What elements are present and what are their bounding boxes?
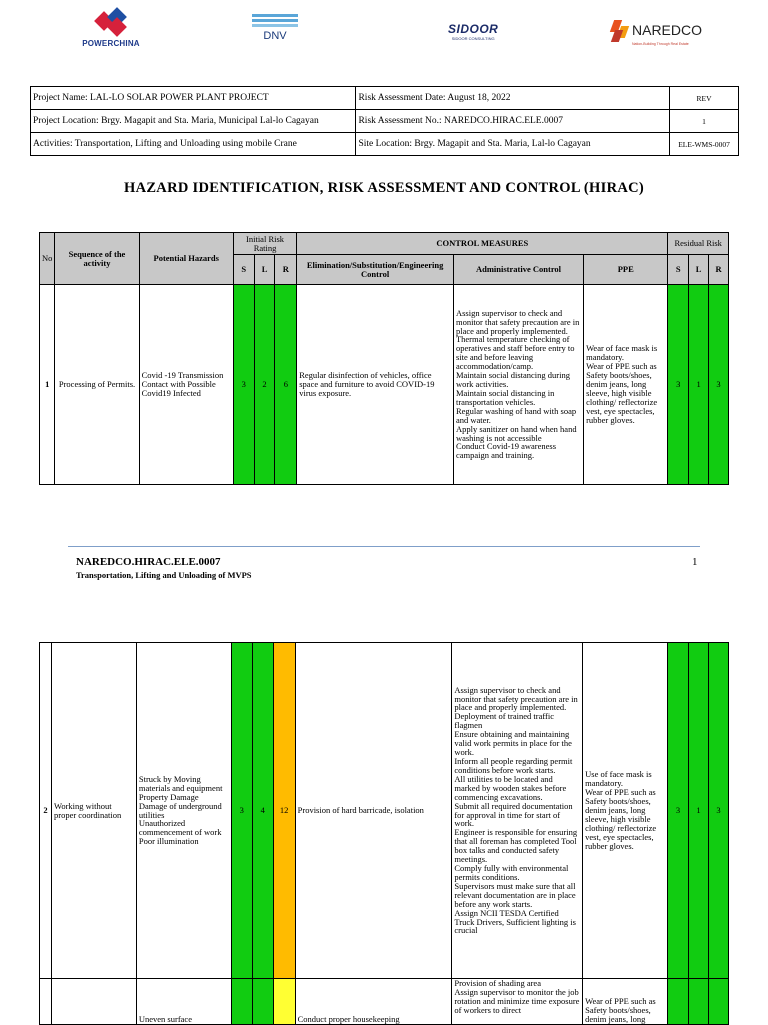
initial-r: 12: [273, 643, 295, 979]
page-title: HAZARD IDENTIFICATION, RISK ASSESSMENT AND CONTROL (HIRAC): [123, 180, 645, 196]
naredco-mark-icon: [610, 18, 628, 42]
dnv-logo: [252, 14, 298, 42]
naredco-logo-text: NAREDCO: [632, 22, 703, 38]
hazard-item: Property Damage: [138, 791, 199, 802]
admin-item: Thermal temperature checking of operatives and staff before entry to site and before leaving accommodation/camp.: [455, 334, 575, 372]
col-initial-risk: Initial Risk Rating: [233, 233, 296, 255]
admin-item: Supervisors must make sure that all relevant documentation are in place before any work starts.: [454, 880, 576, 909]
col-ppe: PPE: [584, 255, 668, 285]
activities: Activities: Transportation, Lifting and Unloading using mobile Crane: [31, 133, 356, 156]
col-residual-l: L: [689, 255, 709, 285]
col-elimination: Elimination/Substitution/Engineering Control: [297, 255, 454, 285]
admin-item: All utilities to be located and marked by wooden stakes before commencing excavations.: [454, 773, 567, 802]
row-elimination: Regular disinfection of vehicles, office space and furniture to avoid COVID-19 virus exposure.: [297, 285, 454, 485]
naredco-logo-subtext: Nation-Building Through Real Estate: [632, 42, 689, 46]
admin-item: Assign supervisor to check and monitor that safety precaution are in place and properly implemented.: [454, 684, 578, 713]
powerchina-logo-text: POWERCHINA: [82, 39, 140, 48]
assessment-date: Risk Assessment Date: August 18, 2022: [356, 87, 670, 110]
ppe-item: Wear of PPE such as Safety boots/shoes, denim jeans, long sleeve, high visible clothing/ reflectorize vest, eye spectacles, rubber gloves.: [585, 787, 657, 851]
row-administrative: [452, 979, 583, 1025]
hazard-item: Contact with Possible: [141, 379, 216, 390]
assessment-no: Risk Assessment No.: NAREDCO.HIRAC.ELE.0007: [356, 110, 670, 133]
col-control-measures: CONTROL MEASURES: [297, 233, 668, 255]
col-sequence: Sequence of the activity: [55, 233, 139, 285]
initial-l: [252, 979, 273, 1025]
admin-item: Maintain social distancing during work activities.: [455, 370, 570, 390]
col-s: S: [233, 255, 254, 285]
naredco-logo: [610, 18, 702, 46]
doc-code: ELE-WMS-0007: [670, 133, 739, 156]
footer-subtitle: Transportation, Lifting and Unloading of MVPS: [76, 570, 252, 580]
col-r: R: [275, 255, 297, 285]
col-residual-risk: Residual Risk: [668, 233, 729, 255]
table-row: [40, 979, 729, 1025]
powerchina-logo: [78, 8, 144, 48]
admin-item: Apply sanitizer on hand when hand washing is not accessible: [455, 423, 577, 443]
residual-l: [688, 979, 708, 1025]
residual-l: 1: [689, 285, 709, 485]
footer-doc-id: NAREDCO.HIRAC.ELE.0007: [76, 556, 221, 568]
admin-item: Deployment of trained traffic flagmen: [454, 711, 555, 731]
row-elimination: Conduct proper housekeeping: [295, 979, 452, 1025]
row-ppe: [583, 643, 668, 979]
hazard-item: Struck by Moving materials and equipment: [138, 773, 223, 793]
initial-r: [273, 979, 295, 1025]
project-name: Project Name: LAL-LO SOLAR POWER PLANT PROJECT: [31, 87, 356, 110]
row-number: 1: [40, 285, 55, 485]
admin-item: Ensure obtaining and maintaining valid work permits in place for the work.: [454, 729, 572, 758]
initial-l: 4: [252, 643, 273, 979]
row-ppe: [584, 285, 668, 485]
admin-item: Maintain social distancing in transportation vehicles.: [455, 387, 555, 407]
sidoor-logo-text: SIDOOR: [448, 22, 499, 36]
admin-item: Regular washing of hand with soap and water.: [455, 405, 577, 425]
col-administrative: Administrative Control: [453, 255, 583, 285]
row-hazards: [136, 643, 231, 979]
ppe-item: Wear of PPE such as Safety boots/shoes, denim jeans, long: [585, 996, 656, 1025]
hirac-table: [39, 232, 729, 485]
admin-item: Assign supervisor to monitor the job rotation and minimize time exposure of workers to direct: [454, 986, 580, 1015]
hazard-item: Covid -19 Transmission: [141, 370, 224, 381]
admin-item: Provision of shading area: [454, 978, 541, 988]
sidoor-logo: [448, 22, 498, 41]
residual-s: [668, 979, 689, 1025]
admin-item: Submit all required documentation for approval in time for start of work.: [454, 800, 573, 829]
admin-item: Assign supervisor to check and monitor that safety precaution are in place and properly implemented.: [455, 307, 580, 336]
initial-s: [231, 979, 252, 1025]
table-row: [40, 285, 729, 485]
col-hazards: Potential Hazards: [139, 233, 233, 285]
initial-r: 6: [275, 285, 297, 485]
row-elimination: Provision of hard barricade, isolation: [295, 643, 452, 979]
col-residual-r: R: [709, 255, 729, 285]
powerchina-mark-icon: [93, 8, 129, 36]
logo-bar: [0, 8, 768, 58]
row-hazards: [139, 285, 233, 485]
hazard-item: Uneven surface: [138, 1014, 192, 1025]
admin-item: Comply fully with environmental permits conditions.: [454, 863, 569, 882]
row-number: [40, 979, 52, 1025]
hazard-item: Covid19 Infected: [141, 387, 201, 398]
col-l: L: [254, 255, 275, 285]
residual-r: 3: [708, 643, 728, 979]
residual-r: 3: [709, 285, 729, 485]
row-sequence: Working without proper coordination: [51, 643, 136, 979]
ppe-item: Wear of face mask is mandatory.: [586, 343, 658, 363]
initial-s: 3: [233, 285, 254, 485]
project-info-table: [30, 86, 739, 156]
rev-label: REV: [670, 87, 739, 110]
rev-value: 1: [670, 110, 739, 133]
row-administrative: [452, 643, 583, 979]
residual-r: [708, 979, 728, 1025]
hazard-item: Unauthorized commencement of work: [138, 818, 222, 838]
hazard-item: Damage of underground utilities: [138, 800, 222, 820]
row-number: 2: [40, 643, 52, 979]
sidoor-logo-subtext: SIDOOR CONSULTING: [451, 36, 495, 41]
residual-l: 1: [688, 643, 708, 979]
row-administrative: [453, 285, 583, 485]
col-residual-s: S: [668, 255, 689, 285]
col-no: No: [40, 233, 55, 285]
dnv-logo-text: DNV: [263, 30, 287, 42]
row-sequence: [51, 979, 136, 1025]
residual-s: 3: [668, 643, 689, 979]
project-location: Project Location: Brgy. Magapit and Sta. Maria, Municipal Lal-lo Cagayan: [31, 110, 356, 133]
footer-page-number: 1: [692, 556, 698, 568]
initial-s: 3: [231, 643, 252, 979]
site-location: Site Location: Brgy. Magapit and Sta. Maria, Lal-lo Cagayan: [356, 133, 670, 156]
ppe-item: Wear of PPE such as Safety boots/shoes, denim jeans, long sleeve, high visible clothing/ reflectorize vest, eye spectacles, rubber gloves.: [586, 361, 658, 425]
residual-s: 3: [668, 285, 689, 485]
row-ppe: [583, 979, 668, 1025]
admin-item: Assign NCII TESDA Certified Truck Drivers, Sufficient lighting is crucial: [454, 907, 576, 936]
row-hazards: [136, 979, 231, 1025]
ppe-item: Use of face mask is mandatory.: [585, 769, 652, 789]
hazard-item: Poor illumination: [138, 836, 199, 847]
admin-item: Engineer is responsible for ensuring that all foreman has completed Tool box talks and conducted safety meetings.: [454, 827, 578, 865]
admin-item: Inform all people regarding permit conditions before work starts.: [454, 755, 573, 775]
footer-divider: [68, 546, 700, 547]
hirac-table-continued: [39, 642, 729, 1025]
admin-item: Conduct Covid-19 awareness campaign and training.: [455, 441, 557, 461]
initial-l: 2: [254, 285, 275, 485]
table-row: [40, 643, 729, 979]
row-sequence: Processing of Permits.: [55, 285, 139, 485]
